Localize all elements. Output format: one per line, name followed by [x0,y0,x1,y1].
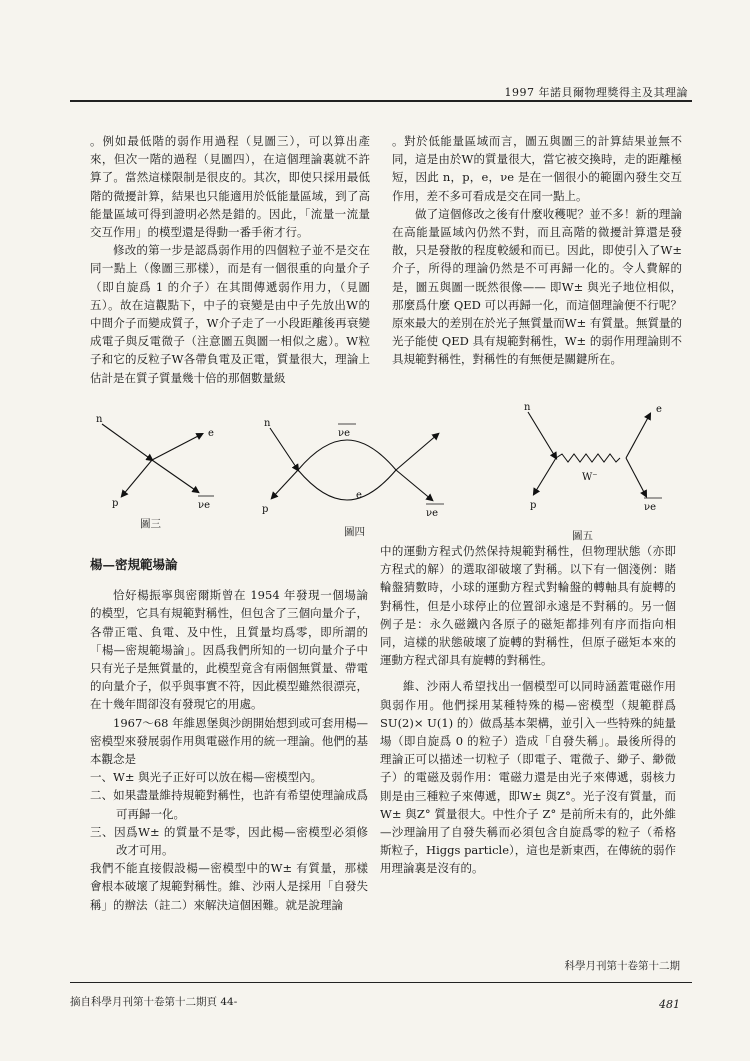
outgoing-nu-line [152,460,198,492]
label-nu-top: νe [338,428,350,439]
label-w: W⁻ [582,472,598,483]
figure-3-caption: 圖三 [140,518,161,530]
footer-rule [70,982,692,983]
figure-3 [92,412,242,512]
label-nu-bottom: νe [426,508,438,519]
page-number: 481 [659,998,680,1011]
column-bottom-left [90,556,368,914]
feynman-diagram-5 [520,398,680,518]
paragraph: 。例如最低階的弱作用過程（見圖三），可以算出產來，但次一階的過程（見圖四），在這個理論裏就不許算了。當然這樣限制是很皮的。其次，即使只採用最低階的微擾計算，結果也只能適用於低能量區域，到了高能量區域可得到證明必然是錯的。因此，「流量一流量交互作用」的模型還是得動一番手術才行。 [90,134,370,240]
paragraph: 1967～68 年維恩堡與沙朗開始想到或可套用楊—密模型來發展弱作用與電磁作用的統一理論。他們的基本觀念是 [90,715,368,767]
outgoing-p-line [534,458,556,494]
label-p: p [530,500,537,511]
loop-upper-line [298,440,396,470]
paragraph: 恰好楊振寧與密爾斯曾在 1954 年發現一個場論的模型，它具有規範對稱性，但包含了三個向量介子，各帶正電、負電、及中性，且質量均爲零，即所謂的「楊—密規範場論」。因爲我們所知的一切向量介子中只有光子是無質量的，此模型竟含有兩個無質量、帶電的向量介子，似乎與事實不符，因此模型雖然很漂亮，在十幾年間卻沒有發現它的用處。 [90,588,368,712]
column-top-left [90,132,370,387]
label-e: e [656,404,662,415]
outgoing-e-line [396,434,438,470]
label-nu: νe [644,502,656,513]
incoming-n-line [528,412,556,458]
source-note: 摘自科學月刊第十卷第十二期頁 44- [70,996,238,1008]
label-p: p [112,498,119,509]
paragraph: 維、沙兩人希望找出一個模型可以同時涵蓋電磁作用與弱作用。他們採用某種特殊的楊—密模型（規範群爲 SU(2)× U(1) 的）做爲基本架構，並引入一些特殊的純量場（即自旋爲 0 的粒子）造成「自發失稱」。最後所得的理論正可以描述一切粒子（即電子、電微子、緲子、緲微子）的電磁及弱作用：電磁力還是由光子來傳遞，弱核力則是由三種粒子來傳遞，即W± 與Z°。光子沒有質量，而W± 與Z° 質量很大。中性介子 Z° 是前所未有的，此外維—沙理論用了自發失稱而必須包含自旋爲零的粒子（希格斯粒子，Higgs particle），這也是新東西，在傳統的弱作用理論裏是沒有的。 [380,679,676,876]
label-n: n [96,414,103,425]
label-p: p [262,504,269,515]
label-n: n [524,402,531,413]
label-n: n [264,418,271,429]
w-boson-zigzag [556,454,620,462]
label-e: e [208,428,214,439]
list-item: 一、W± 與光子正好可以放在楊—密模型內。 [90,770,323,785]
figure-4 [262,420,452,520]
figure-5 [520,398,680,518]
outgoing-p-line [122,460,152,496]
header-rule [70,100,692,102]
column-bottom-right [380,542,676,878]
paragraph: 修改的第一步是認爲弱作用的四個粒子並不是交在同一點上（像圖三那樣），而是有一個很重的向量介子（即自旋爲 1 的介子）在其間傳遞弱作用力，（見圖五）。故在這觀點下，中子的衰變是由中子先放出W的中間介子而變成質子，W介子走了一小段距離後再衰變成電子與反電微子（注意圖五與圖一相似之處）。W粒子和它的反粒子W各帶負電及正電，質量很大，理論上估計是在質子質量幾十倍的那個數量級 [90,243,370,385]
outgoing-nu-line [396,470,432,500]
feynman-diagram-4 [262,420,452,520]
list-item: 三、因爲W± 的質量不是零，因此楊—密模型必須修改才可用。 [90,824,368,858]
figure-4-caption: 圖四 [344,526,365,538]
journal-footer: 科學月刊第十卷第十二期 [564,960,680,972]
paragraph: 我們不能直接假設楊—密模型中的W± 有質量，那樣會根本破壞了規範對稱性。維、沙兩人是採用「自發失稱」的辦法（註二）來解決這個困難。就是說理論 [90,861,368,912]
outgoing-nu-line [626,458,646,496]
list-item: 二、如果盡量維持規範對稱性，也許有希望使理論成爲可再歸一化。 [90,788,368,821]
paragraph: 做了這個修改之後有什麼收穫呢？並不多！新的理論在高能量區域內仍然不對，而且高階的微擾計算還是發散，只是發散的程度較緩和而已。因此，即使引入了W± 介子，所得的理論仍然是不可再歸一化的。令人費解的是，圖五與圖一既然很像—— 即W± 與光子地位相似，那麼爲什麼 QED 可以再歸一化，而這個理論便不行呢？原來最大的差別在於光子無質量而W± 有質量。無質量的光子能使 QED 具有規範對稱性，W± 的弱作用理論則不具規範對稱性，對稱性的有無便是關鍵所在。 [392,206,682,367]
outgoing-p-line [272,470,298,498]
outgoing-e-line [152,434,202,460]
section-title: 楊—密規範場論 [90,557,178,572]
label-e: e [356,490,362,501]
incoming-n-line [270,428,298,470]
running-header: 1997 年諾貝爾物理獎得主及其理論 [504,86,688,99]
feynman-diagram-3 [92,412,242,512]
figure-5-caption: 圖五 [572,530,593,542]
paragraph: 中的運動方程式仍然保持規範對稱性，但物理狀態（亦即方程式的解）的選取卻破壞了對稱。以下有一個淺例：賭輪盤猜數時，小球的運動方程式對輪盤的轉軸具有旋轉的對稱性，但是小球停止的位置卻永遠是不對稱的。另一個例子是：永久磁鐵內各原子的磁矩都排列有序而指向相同，這樣的狀態破壞了旋轉的對稱性，但原子磁矩本來的運動方程式卻具有旋轉的對稱性。 [380,544,676,668]
label-nu: νe [198,500,210,511]
paragraph: 。對於低能量區域而言，圖五與圖三的計算結果並無不同，這是由於W的質量很大，當它被交換時，走的距離極短，因此 n，p，e，νe 是在一個很小的範圍內發生交互作用，差不多可看成是交在同一點上。 [392,134,682,203]
loop-lower-line [298,470,396,500]
outgoing-e-line [626,414,650,458]
incoming-n-line [102,424,152,460]
column-top-right [392,132,682,369]
